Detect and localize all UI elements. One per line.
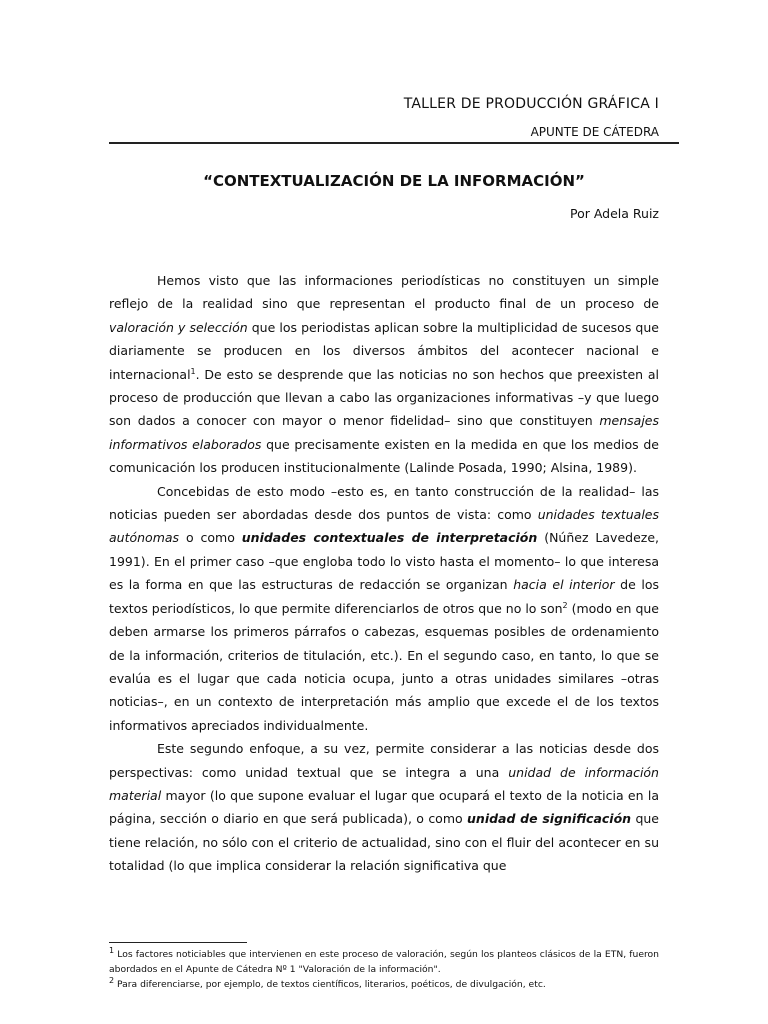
header-divider — [109, 142, 679, 144]
text-run: Este segundo enfoque, a su vez, permite considerar a las noticias desde dos perspectivas: como unidad textual que se integra a una — [109, 741, 659, 780]
bold-italic-phrase: unidad de significación — [467, 811, 632, 827]
footnote-ref-1[interactable]: 1 — [190, 366, 196, 376]
italic-phrase: hacia el interior — [513, 577, 615, 593]
italic-phrase: valoración y selección — [109, 319, 248, 335]
footnote-ref-2[interactable]: 2 — [562, 600, 568, 610]
paragraph-3 — [109, 737, 659, 877]
footnote-mark: 2 — [109, 975, 115, 985]
document-body — [109, 269, 659, 878]
text-run: o como — [179, 530, 242, 546]
text-run: Hemos visto que las informaciones periodísticas no constituyen un simple reflejo de la realidad sino que representan el producto final de un proceso de — [109, 273, 659, 312]
text-run: (modo en que deben armarse los primeros párrafos o cabezas, esquemas posibles de ordenamiento de la información, criterios de titulación, etc.). En el segundo caso, en tanto, lo que se evalúa es el lugar que cada noticia ocupa, junto a otras unidades similares –otras noticias–, en un contexto de interpretación más amplio que excede el de los textos informativos apreciados individualmente. — [109, 600, 659, 733]
text-run: Concebidas de esto modo –esto es, en tanto construcción de la realidad– las noticias pueden ser abordadas desde dos puntos de vista: como — [109, 483, 659, 523]
footnote-text: Los factores noticiables que intervienen en este proceso de valoración, según los planteos clásicos de la ETN, fueron abordados en el Apunte de Cátedra Nº 1 "Valoración de la información". — [109, 949, 659, 975]
course-title: TALLER DE PRODUCCIÓN GRÁFICA I — [403, 96, 659, 112]
footnote-text: Para diferenciarse, por ejemplo, de textos científicos, literarios, poéticos, de divulgación, etc. — [114, 979, 546, 990]
footnote-mark: 1 — [109, 945, 115, 955]
text-run: que los periodistas aplican sobre la multiplicidad de sucesos que diariamente se producen en los diversos ámbitos del acontecer nacional e internacional — [109, 319, 659, 382]
italic-phrase: mensajes informativos elaborados — [109, 413, 659, 452]
document-title: “CONTEXTUALIZACIÓN DE LA INFORMACIÓN” — [203, 172, 585, 190]
text-run: que precisamente existen en la medida en que los medios de comunicación los producen institucionalmente (Lalinde Posada, 1990; Alsina, 1989). — [109, 436, 660, 476]
author-byline: Por Adela Ruiz — [570, 206, 659, 221]
footnote-divider — [109, 942, 247, 943]
text-run: (Núñez Lavedeze, 1991). En el primer caso –que engloba todo lo visto hasta el momento– lo que interesa es la forma en que las estructuras de redacción se organizan — [109, 530, 659, 593]
footnotes — [109, 947, 659, 992]
text-run: de los textos periodísticos, lo que permite diferenciarlos de otros que no lo son — [109, 577, 659, 616]
text-run: que tiene relación, no sólo con el criterio de actualidad, sino con el fluir del acontecer en su totalidad (lo que implica considerar la relación significativa que — [109, 811, 659, 874]
paragraph-1 — [109, 269, 659, 480]
italic-phrase: unidad de información material — [109, 764, 659, 803]
italic-phrase: unidades textuales autónomas — [109, 507, 659, 546]
document-type-label: APUNTE DE CÁTEDRA — [530, 125, 659, 139]
text-run: . De esto se desprende que las noticias no son hechos que preexisten al proceso de producción que llevan a cabo las organizaciones informativas –y que luego son dados a conocer con mayor o menor fidelidad– sino que constituyen — [109, 366, 659, 429]
footnote-2 — [109, 977, 659, 992]
paragraph-2 — [109, 480, 659, 737]
text-run: mayor (lo que supone evaluar el lugar que ocupará el texto de la noticia en la página, sección o diario en que será publicada), o como — [109, 787, 659, 827]
footnote-1 — [109, 947, 659, 977]
bold-italic-phrase: unidades contextuales de interpretación — [241, 530, 538, 546]
